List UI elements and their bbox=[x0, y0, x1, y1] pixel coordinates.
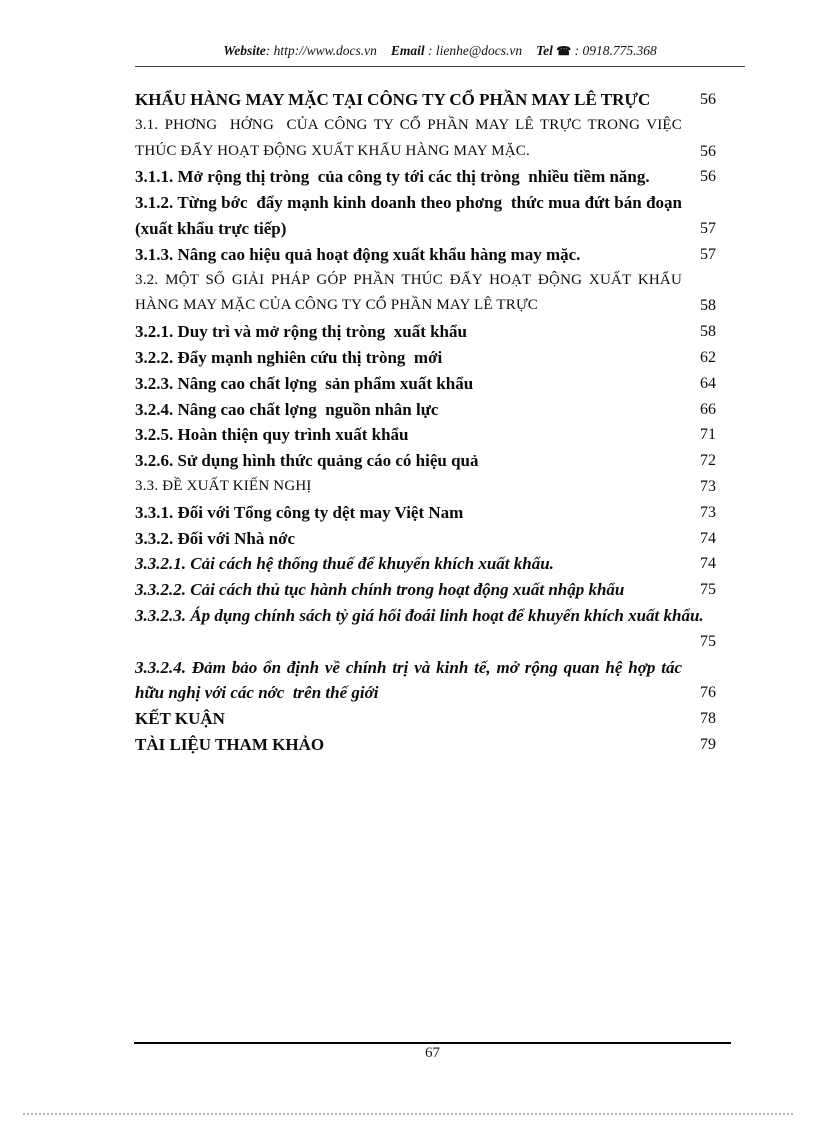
toc-entry bbox=[135, 500, 716, 526]
toc-entry-page: 73 bbox=[700, 477, 716, 495]
email-label: Email bbox=[390, 43, 425, 58]
toc-entry-page: 56 bbox=[700, 91, 716, 108]
footer-page-number: 67 bbox=[425, 1045, 440, 1061]
toc-entry-text: 3.2.1. Duy trì và mở rộng thị tròng xuất khẩu bbox=[135, 322, 467, 342]
toc-entry bbox=[135, 551, 716, 577]
toc-entry-text: 3.3.2.3. Áp dụng chính sách tỷ giá hối đoái linh hoạt để khuyến khích xuất khẩu. bbox=[135, 605, 704, 625]
toc-entry-page: 57 bbox=[700, 245, 716, 263]
toc-entry bbox=[135, 242, 716, 268]
toc-entry bbox=[135, 474, 716, 500]
toc-entry-page: 71 bbox=[700, 426, 716, 444]
toc-entry-page: 78 bbox=[700, 710, 716, 728]
toc-entry-text: 3.1.2. Từng bớc đẩy mạnh kinh doanh theo phơng thức mua đứt bán đoạn (xuất khẩu trực tiếp) bbox=[135, 193, 687, 238]
toc-entry-page: 57 bbox=[700, 219, 716, 237]
toc-entry-text: 3.3.2.4. Đảm bảo ổn định về chính trị và kinh tế, mở rộng quan hệ hợp tác hữu nghị với các nớc trên thế giới bbox=[135, 657, 687, 703]
toc-entry-page: 76 bbox=[700, 684, 716, 702]
toc-entry-text: 3.2.4. Nâng cao chất lợng nguồn nhân lực bbox=[135, 399, 439, 419]
toc-entry-text: 3.3.2. Đối với Nhà nớc bbox=[135, 528, 296, 548]
toc-entry-text: 3.1.1. Mở rộng thị tròng của công ty tới các thị tròng nhiều tiềm năng. bbox=[135, 167, 650, 187]
toc-entry-text: 3.2. MỘT SỐ GIẢI PHÁP GÓP PHẦN THÚC ĐẨY HOẠT ĐỘNG XUẤT KHẨU HÀNG MAY MẶC CỦA CÔNG TY CỔ PHẦN MAY LÊ TRỰC bbox=[135, 271, 686, 314]
toc-entry-page: 62 bbox=[700, 348, 716, 366]
toc-entry-text: 3.2.5. Hoàn thiện quy trình xuất khẩu bbox=[135, 425, 409, 445]
toc-entry bbox=[135, 190, 716, 242]
toc-entry-page: 56 bbox=[700, 168, 716, 186]
toc-entry-page: 73 bbox=[700, 503, 716, 521]
toc-entry-page: 74 bbox=[700, 529, 716, 547]
toc-entry bbox=[135, 732, 716, 758]
tel-value: : 0918.775.368 bbox=[574, 43, 657, 58]
toc-entry-page: 56 bbox=[700, 142, 716, 160]
toc-entry-text: TÀI LIỆU THAM KHẢO bbox=[135, 734, 325, 754]
email-value: : lienhe@docs.vn bbox=[428, 43, 523, 58]
toc-entry-page: 74 bbox=[700, 555, 716, 573]
toc-entry-page: 64 bbox=[700, 374, 716, 392]
website-label: Website bbox=[223, 43, 266, 58]
toc-entry-text: 3.2.6. Sử dụng hình thức quảng cáo có hiệu quả bbox=[135, 451, 479, 471]
toc-entry bbox=[135, 164, 716, 190]
toc-entry bbox=[135, 526, 716, 552]
footer-divider bbox=[134, 1042, 731, 1044]
toc-entry-text: 3.3. ĐỀ XUẤT KIẾN NGHỊ bbox=[135, 477, 312, 494]
toc-entry-text: 3.2.2. Đẩy mạnh nghiên cứu thị tròng mới bbox=[135, 347, 443, 367]
toc-entry-text: 3.3.2.2. Cải cách thủ tục hành chính trong hoạt động xuất nhập khẩu bbox=[135, 580, 625, 600]
toc-entry bbox=[135, 345, 716, 371]
toc-entry-text: 3.3.2.1. Cải cách hệ thống thuế để khuyến khích xuất khẩu. bbox=[135, 554, 554, 574]
toc-entry-text: 3.1. PHƠNG HỚNG CỦA CÔNG TY CỔ PHẦN MAY LÊ TRỰC TRONG VIỆC THÚC ĐẨY HOẠT ĐỘNG XUẤT KHẨU HÀNG MAY MẶC. bbox=[135, 116, 686, 159]
toc-entry-page: 75 bbox=[700, 632, 716, 650]
toc-entry bbox=[135, 371, 716, 397]
toc-entry-text: 3.1.3. Nâng cao hiệu quả hoạt động xuất khẩu hàng may mặc. bbox=[135, 244, 581, 264]
tel-label: Tel bbox=[536, 43, 553, 58]
toc-entry bbox=[135, 448, 716, 474]
toc-entry-text: 3.2.3. Nâng cao chất lợng sản phẩm xuất khẩu bbox=[135, 373, 474, 393]
toc-entry bbox=[135, 706, 716, 732]
toc-entry-text: 3.3.1. Đối với Tổng công ty dệt may Việt Nam bbox=[135, 502, 464, 522]
page-header bbox=[135, 43, 745, 59]
toc-entry-page: 75 bbox=[700, 581, 716, 599]
toc-entry bbox=[135, 268, 716, 320]
toc-entry-page: 72 bbox=[700, 452, 716, 470]
header-divider bbox=[135, 66, 745, 67]
toc-entry-page: 79 bbox=[700, 735, 716, 753]
toc-entry bbox=[135, 422, 716, 448]
toc-entry-page: 58 bbox=[700, 323, 716, 341]
toc-entry bbox=[135, 87, 716, 113]
toc-entry bbox=[135, 397, 716, 423]
phone-icon: ☎ bbox=[556, 44, 572, 58]
toc-entry bbox=[135, 113, 716, 165]
toc-entry bbox=[135, 655, 716, 707]
toc-list bbox=[135, 87, 716, 758]
toc-entry bbox=[135, 577, 716, 603]
website-value: : http://www.docs.vn bbox=[265, 43, 377, 58]
toc-entry-text: KHẨU HÀNG MAY MẶC TẠI CÔNG TY CỔ PHẦN MAY LÊ TRỰC bbox=[135, 90, 651, 109]
toc-entry-text: KẾT KUẬN bbox=[135, 709, 225, 729]
toc-entry bbox=[135, 319, 716, 345]
toc-entry bbox=[135, 603, 716, 655]
toc-entry-page: 66 bbox=[700, 400, 716, 418]
bottom-dotted-line bbox=[23, 1113, 793, 1115]
toc-entry-page: 58 bbox=[700, 297, 716, 315]
